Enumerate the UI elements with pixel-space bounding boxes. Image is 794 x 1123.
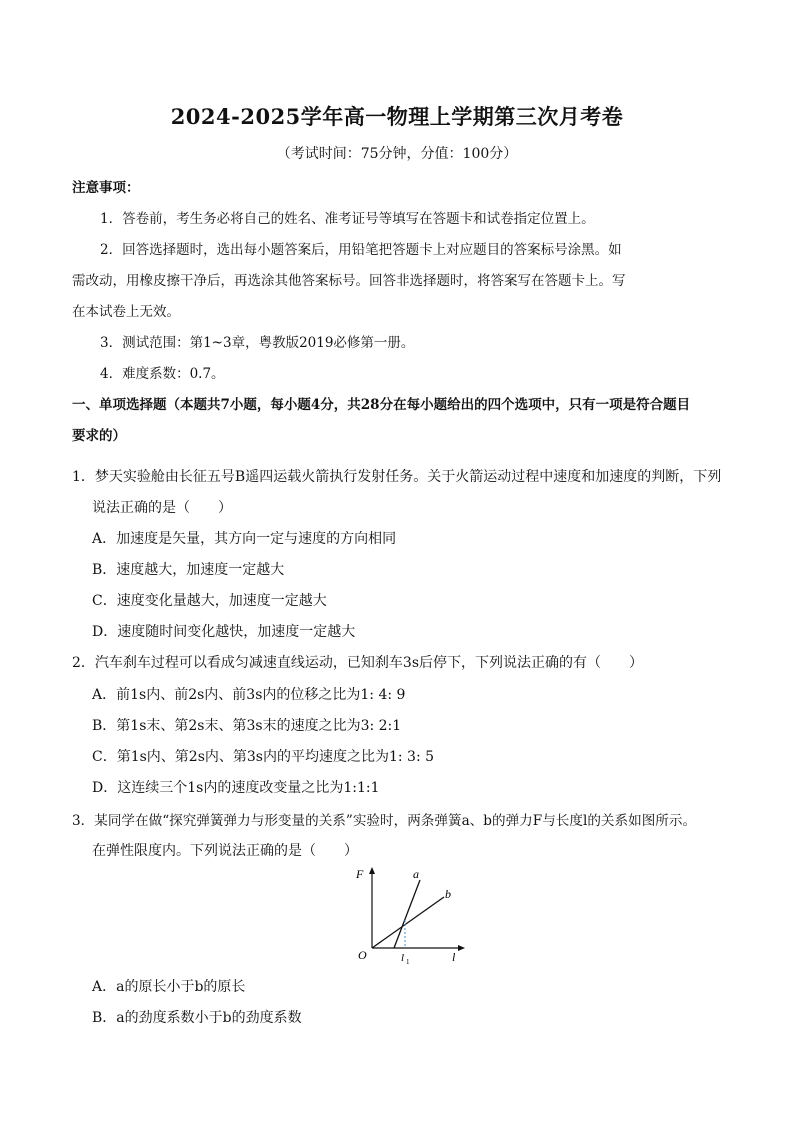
x-axis-label: l: [452, 950, 456, 964]
force-length-graph: [350, 860, 470, 970]
question-1-option-c: C．速度变化量越大，加速度一定越大: [92, 593, 327, 609]
question-1-option-a: A．加速度是矢量，其方向一定与速度的方向相同: [92, 531, 397, 547]
question-3-stem: 3．某同学在做“探究弹簧弹力与形变量的关系”实验时，两条弹簧a、b的弹力F与长度l的关系如图所示。: [72, 813, 697, 829]
question-2-option-b: B．第1s末、第2s末、第3s末的速度之比为3: 2:1: [92, 718, 402, 734]
x-axis-arrow: [458, 945, 465, 951]
origin-label: O: [358, 948, 367, 962]
question-3-option-a: A．a的原长小于b的原长: [92, 979, 246, 995]
question-2-stem: 2．汽车刹车过程可以看成匀减速直线运动，已知刹车3s后停下，下列说法正确的有（ ）: [72, 655, 643, 671]
question-3-stem-cont: 在弹性限度内。下列说法正确的是（ ）: [92, 843, 358, 859]
tick-label-l1: l: [401, 952, 405, 964]
y-axis-arrow: [369, 867, 375, 874]
question-2-option-c: C．第1s内、第2s内、第3s内的平均速度之比为1: 3: 5: [92, 749, 435, 765]
section-heading: 一、单项选择题（本题共7小题，每小题4分，共28分在每小题给出的四个选项中，只有一项是符合题目: [72, 397, 691, 413]
notice-heading: 注意事项：: [72, 180, 140, 196]
question-2-option-d: D．这连续三个1s内的速度改变量之比为1:1:1: [92, 780, 380, 796]
line-a-label: a: [413, 867, 419, 881]
question-1-option-b: B．速度越大，加速度一定越大: [92, 562, 285, 578]
tick-label-subscript: 1: [406, 958, 410, 966]
notice-item-2: 2．回答选择题时，选出每小题答案后，用铅笔把答题卡上对应题目的答案标号涂黑。如: [100, 242, 622, 258]
section-heading-cont: 要求的）: [72, 428, 126, 444]
question-1-stem: 1．梦天实验舱由长征五号B遥四运载火箭执行发射任务。关于火箭运动过程中速度和加速度的判断，下列: [72, 469, 722, 485]
notice-item-2-cont: 需改动，用橡皮擦干净后，再选涂其他答案标号。回答非选择题时，将答案写在答题卡上。写: [72, 273, 626, 289]
question-3-option-b: B．a的劲度系数小于b的劲度系数: [92, 1010, 302, 1026]
question-1-option-d: D．速度随时间变化越快，加速度一定越大: [92, 624, 356, 640]
line-b-label: b: [445, 887, 451, 901]
notice-item-2-end: 在本试卷上无效。: [72, 304, 180, 320]
y-axis-label: F: [356, 867, 364, 881]
notice-item-1: 1．答卷前，考生务必将自己的姓名、准考证号等填写在答题卡和试卷指定位置上。: [100, 211, 595, 227]
question-2-option-a: A．前1s内、前2s内、前3s内的位移之比为1: 4: 9: [92, 687, 406, 703]
notice-item-4: 4．难度系数：0.7。: [100, 366, 225, 382]
page-title: 2024-2025学年高一物理上学期第三次月考卷: [170, 104, 624, 129]
notice-item-3: 3．测试范围：第1~3章，粤教版2019必修第一册。: [100, 335, 415, 351]
line-a: [394, 880, 420, 948]
exam-info: （考试时间：75分钟，分值：100分）: [276, 146, 518, 162]
line-b: [372, 897, 444, 948]
question-1-stem-cont: 说法正确的是（ ）: [92, 500, 232, 516]
